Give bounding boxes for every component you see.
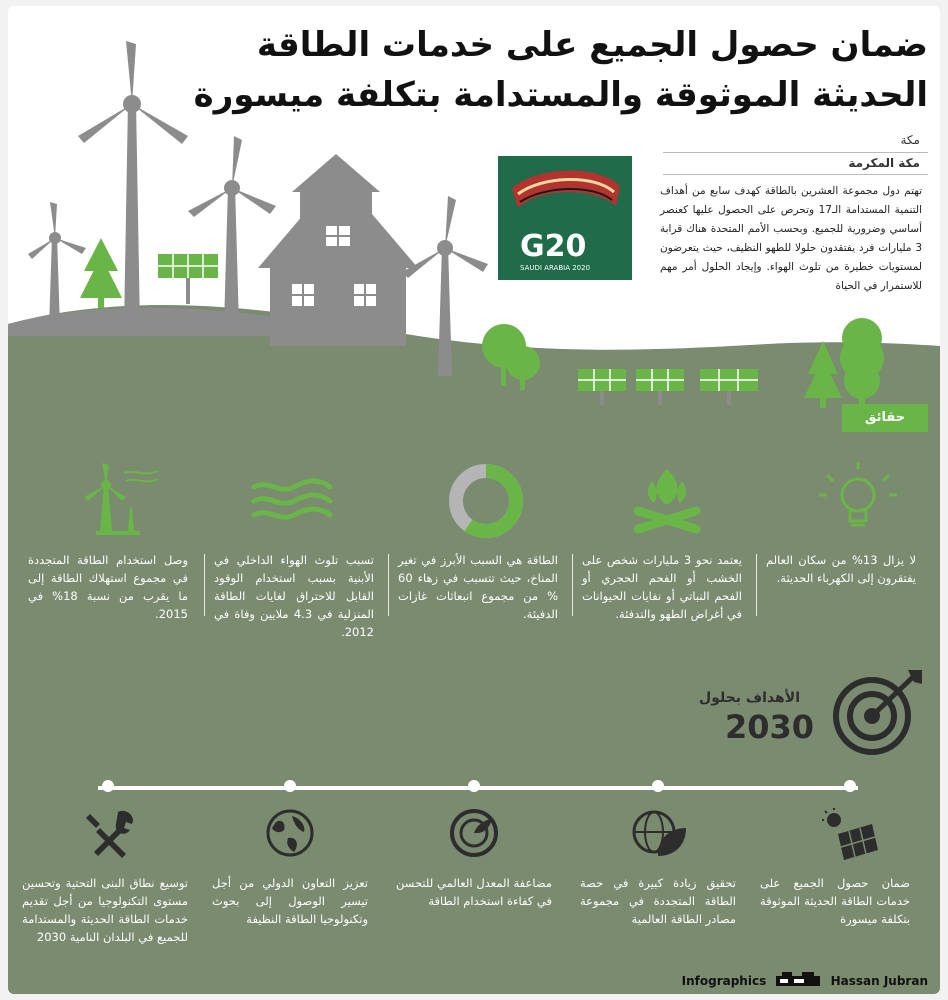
fact-card: لا يزال 13% من سكان العالم يفتقرون إلى الكهرباء الحديثة. (766, 553, 917, 585)
facts-badge: حقائق (842, 404, 928, 432)
divider (204, 554, 205, 616)
title-line-1: ضمان حصول الجميع على خدمات الطاقة (256, 25, 928, 65)
g20-text: G20 (520, 229, 587, 264)
goal-card: مضاعفة المعدل العالمي للتحسن في كفاءة استخدام الطاقة (396, 876, 552, 908)
divider (756, 554, 757, 616)
title-line-2: الحديثة الموثوقة والمستدامة بتكلفة ميسورة (193, 75, 928, 115)
fact-card: يعتمد نحو 3 مليارات شخص على الخشب أو الفحم الحجري أو الفحم النباتي أو نفايات الحيوانات في أغراض الطهو والتدفئة. (582, 553, 742, 621)
location-city: مكة (900, 133, 920, 147)
campfire-icon (622, 461, 712, 541)
globe-icon (260, 806, 320, 860)
globe-leaf-icon (628, 806, 688, 860)
fact-card: الطاقة هي السبب الأبرز في تغير المناخ، حيث تتسبب في زهاء 60 % من مجموع انبعاثات غازات الدفيئة. (398, 553, 558, 621)
timeline-dot (844, 780, 856, 792)
credit-right: Hassan Jubran (830, 974, 928, 988)
tools-icon (80, 806, 140, 860)
goals-year: 2030 (724, 708, 814, 746)
air-waves-icon (246, 461, 336, 541)
goal-card: ضمان حصول الجميع على خدمات الطاقة الحديثة الموثوقة بتكلفة ميسورة (760, 876, 910, 926)
g20-logo (498, 156, 632, 280)
credit-left: Infographics (681, 974, 767, 988)
divider (663, 174, 928, 175)
infographic-page (8, 6, 940, 994)
wind-turbine-icon (74, 461, 164, 541)
light-bulb-icon (813, 461, 903, 541)
makkah-logo (776, 972, 820, 988)
efficiency-gauge-icon (444, 806, 504, 860)
divider (572, 554, 573, 616)
timeline-dot (468, 780, 480, 792)
goal-card: توسيع نطاق البنى التحتية وتحسين مستوى التكنولوجيا من أجل تقديم خدمات الطاقة الحديثة والمستدامة للجميع في البلدان النامية 2030 (22, 876, 188, 944)
timeline-dot (102, 780, 114, 792)
goal-card: تحقيق زيادة كبيرة في حصة الطاقة المتجددة في مجموعة مصادر الطاقة العالمية (580, 876, 736, 926)
target-icon (826, 666, 926, 756)
goals-label: الأهداف بحلول (699, 690, 800, 706)
fact-card: تسبب تلوث الهواء الداخلي في الأبنية بسبب استخدام الوقود القابل للاحتراق لغايات الطاقة المنزلية في 4.3 ملايين وفاة في 2012. (214, 553, 375, 639)
intro-paragraph: تهتم دول مجموعة العشرين بالطاقة كهدف سابع من أهداف التنمية المستدامة الـ17 وتحرص على الحصول عليها كعنصر أساسي وضرورية للجميع. وبحسب الأمم المتحدة هناك قرابة 3 مليارات فرد يفتقدون حلولا للطهو النظيف، حيث يتعرضون لمستويات خطيرة من تلوث الهواء. وإيجاد الحلول أمر مهم للاستمرار في الحياة (660, 185, 922, 292)
goal-card: تعزيز التعاون الدولي من أجل تيسير الوصول إلى بحوث وتكنولوجيا الطاقة النظيفة (212, 876, 368, 926)
divider (388, 554, 389, 616)
g20-subtitle: SAUDI ARABIA 2020 (520, 264, 591, 272)
donut-60-icon (441, 461, 531, 541)
solar-panel-icon (820, 806, 880, 860)
divider (663, 152, 928, 153)
page-title (193, 20, 928, 120)
timeline-dot (284, 780, 296, 792)
fact-card: وصل استخدام الطاقة المتجددة في مجموع استهلاك الطاقة إلى ما يقرب من نسبة 18% في 2015. (28, 553, 188, 621)
location-region: مكة المكرمة (848, 156, 920, 170)
credit-line (682, 972, 928, 988)
timeline-dot (652, 780, 664, 792)
